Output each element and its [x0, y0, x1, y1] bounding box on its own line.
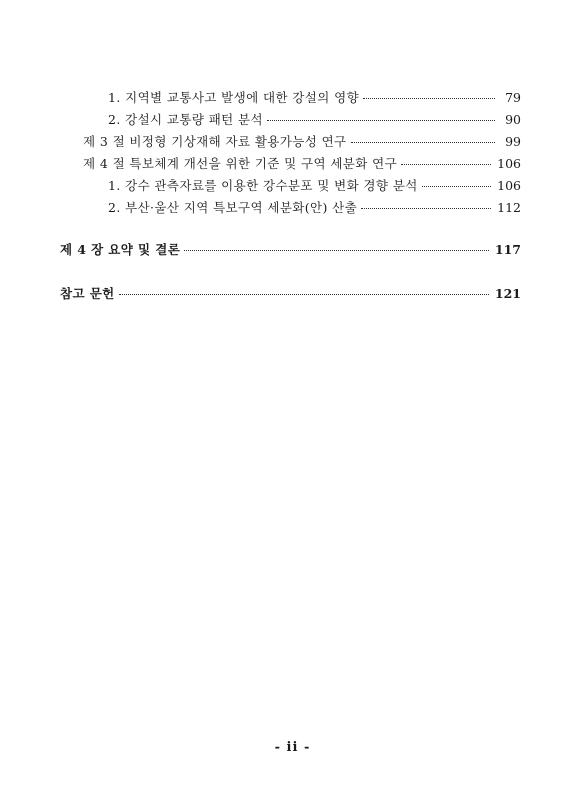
toc-entry[interactable] — [108, 89, 521, 107]
dot-leader — [267, 120, 495, 121]
toc-entry-label: 제 4 절 특보체계 개선을 위한 기준 및 구역 세분화 연구 — [83, 156, 398, 171]
dot-leader — [363, 98, 495, 99]
toc-entry-page: 121 — [494, 286, 521, 301]
toc-section-entry[interactable] — [83, 155, 521, 173]
toc-entry-page: 106 — [497, 178, 521, 193]
toc-entry-label: 참고 문헌 — [60, 286, 115, 301]
toc-entry-label: 2. 부산·울산 지역 특보구역 세분화(안) 산출 — [108, 200, 358, 215]
dot-leader — [422, 186, 491, 187]
toc-entry-label: 1. 지역별 교통사고 발생에 대한 강설의 영향 — [108, 90, 360, 105]
toc-entry-page: 79 — [505, 90, 521, 105]
dot-leader — [361, 208, 491, 209]
toc-entry-page: 117 — [494, 242, 521, 257]
toc-entry-label: 2. 강설시 교통량 패턴 분석 — [108, 112, 263, 127]
toc-entry[interactable] — [108, 177, 521, 195]
toc-entry-page: 99 — [505, 134, 521, 149]
toc-entry[interactable] — [108, 111, 521, 129]
dot-leader — [401, 164, 491, 165]
toc-entry-label: 제 4 장 요약 및 결론 — [60, 242, 181, 257]
toc-chapter-entry[interactable] — [60, 285, 521, 303]
page-number: - ii - — [274, 740, 311, 755]
dot-leader — [184, 250, 489, 251]
toc-entry-page: 112 — [497, 200, 521, 215]
dot-leader — [351, 142, 495, 143]
dot-leader — [119, 294, 489, 295]
toc-entry-page: 90 — [505, 112, 521, 127]
toc-entry-page: 106 — [497, 156, 521, 171]
toc-chapter-entry[interactable] — [60, 241, 521, 259]
toc-entry-label: 1. 강수 관측자료를 이용한 강수분포 및 변화 경향 분석 — [108, 178, 418, 193]
toc-entry[interactable] — [108, 199, 521, 217]
toc-entry-label: 제 3 절 비정형 기상재해 자료 활용가능성 연구 — [83, 134, 347, 149]
toc-section-entry[interactable] — [83, 133, 521, 151]
